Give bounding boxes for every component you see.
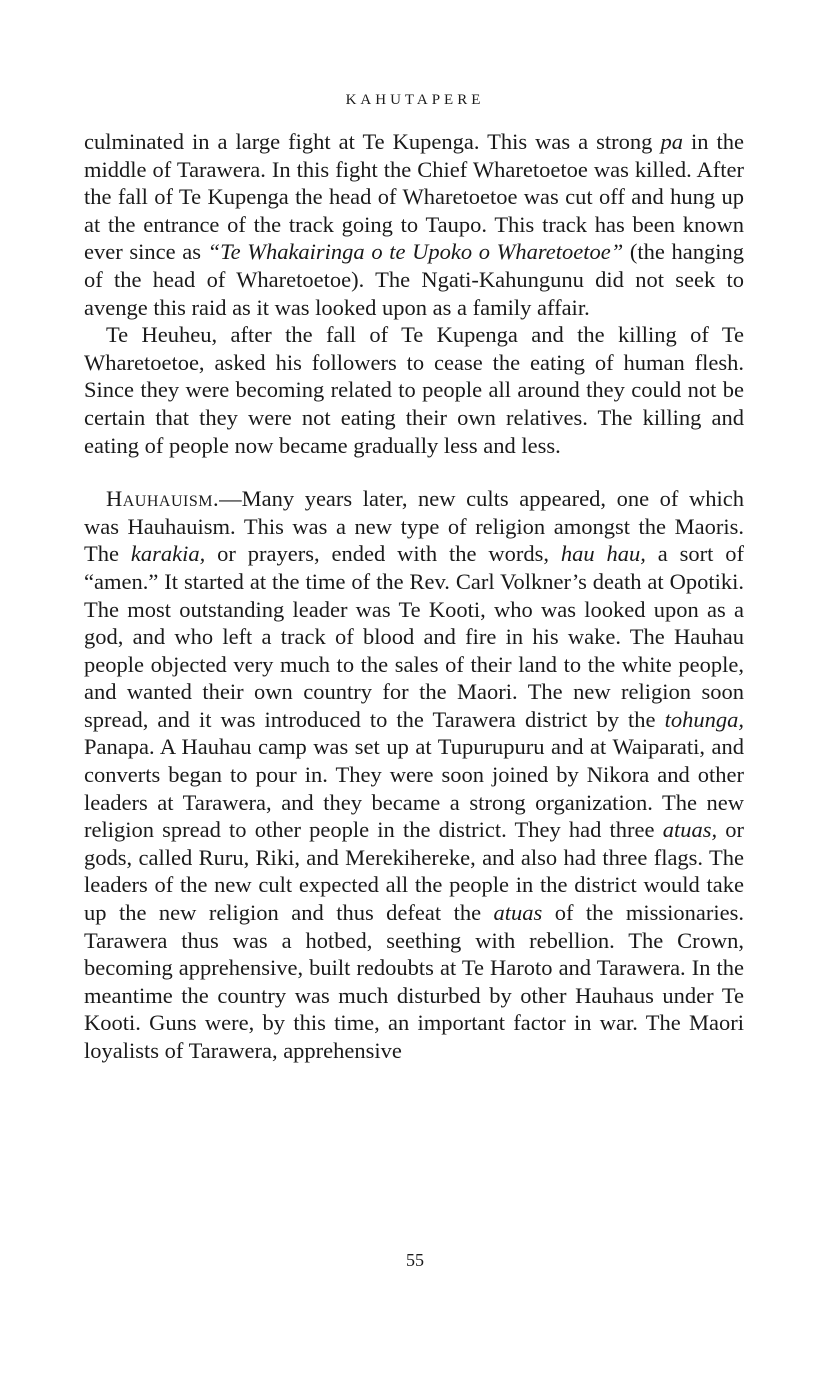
italic-term: karakia, xyxy=(130,541,206,567)
body-text xyxy=(84,128,744,1065)
text-run: Panapa. A Hauhau camp was set up at Tupurupuru and at Waiparati, and converts began to pour in. They were soon joined by Nikora and other leaders at Tarawera, and they became a strong organization. The new religion spread to other people in the district. They had three xyxy=(84,734,744,843)
italic-term: tohunga, xyxy=(664,706,744,732)
section-gap xyxy=(84,459,744,485)
text-run: or prayers, ended with the words, xyxy=(205,541,561,567)
italic-term: pa xyxy=(660,129,683,154)
text-run: in the middle of Tarawera. In this fight the Chief Wharetoetoe was killed. After the fall of Te Kupenga the head of Wharetoetoe was cut off and hung up at the entrance of the track going to Taupo. This track has been known ever since as xyxy=(84,129,744,265)
text-run: culminated in a large fight at Te Kupenga. This was a strong xyxy=(84,129,661,154)
italic-term: atuas xyxy=(493,900,543,926)
italic-term: “Te Whakairinga o te Upoko o Wharetoetoe” xyxy=(207,239,624,265)
text-run: Te Heuheu, after the fall of Te Kupenga and the killing of Te Wharetoetoe, asked his followers to cease the eating of human flesh. Since they were becoming related to people all around they could not be certain that they were not eating their own relatives. The killing and eating of people now became gradually less and less. xyxy=(84,322,744,458)
italic-term: hau hau, xyxy=(560,541,646,567)
section-heading: Hauhauism. xyxy=(106,486,220,512)
text-run: or gods, called Ruru, Riki, and Merekihereke, and also had three flags. The leaders of the new cult expected all the people in the district would take up the new religion and thus defeat the xyxy=(84,817,744,926)
paragraph-3 xyxy=(84,485,744,1064)
italic-term: atuas, xyxy=(662,817,718,843)
paragraph-2 xyxy=(84,321,744,459)
page-number: 55 xyxy=(406,1250,424,1270)
paragraph-1 xyxy=(84,128,744,321)
text-run: (the hanging of the head of Wharetoetoe). The Ngati-Kahungunu did not seek to avenge this raid as it was looked upon as a family affair. xyxy=(84,239,744,320)
text-run: of the missionaries. Tarawera thus was a hotbed, seething with rebellion. The Crown, becoming apprehensive, built redoubts at Te Haroto and Tarawera. In the meantime the country was much disturbed by other Hauhaus under Te Kooti. Guns were, by this time, an important factor in war. The Maori loyalists of Tarawera, apprehensive xyxy=(84,900,744,1063)
running-head: KAHUTAPERE xyxy=(345,92,485,108)
text-run: —Many years later, new cults appeared, one of which was Hauhauism. This was a new type of religion amongst the Maoris. The xyxy=(84,486,744,567)
text-run: a sort of “amen.” It started at the time of the Rev. Carl Volkner’s death at Opotiki. The most outstanding leader was Te Kooti, who was looked upon as a god, and who left a track of blood and fire in his wake. The Hauhau people objected very much to the sales of their land to the white people, and wanted their own country for the Maori. The new religion soon spread, and it was introduced to the Tarawera district by the xyxy=(84,541,745,732)
